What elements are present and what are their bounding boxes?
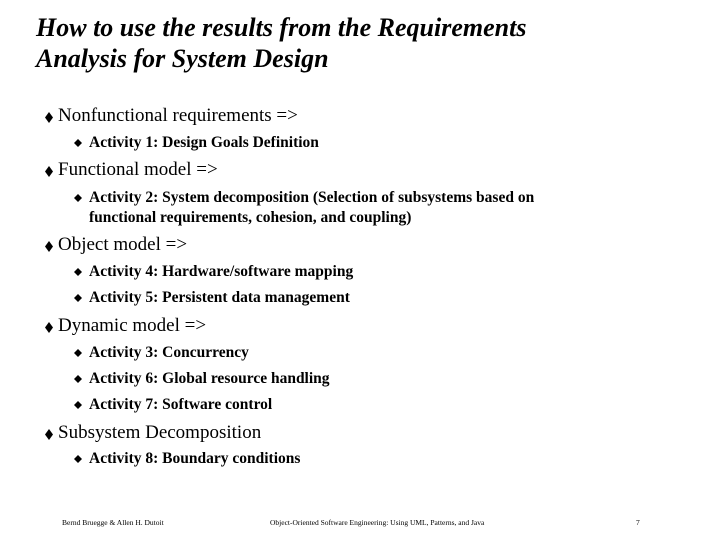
section-label: Nonfunctional requirements => <box>58 105 298 126</box>
small-diamond-icon <box>74 188 84 208</box>
diamond-icon <box>45 104 57 128</box>
activity-item <box>74 188 534 228</box>
small-diamond-icon <box>74 343 84 363</box>
section-label: Object model => <box>58 234 188 255</box>
activity-label-continuation: functional requirements, cohesion, and coupling) <box>89 209 412 226</box>
small-diamond-icon <box>74 369 84 389</box>
slide-title-line-2: Analysis for System Design <box>36 44 329 73</box>
small-diamond-icon <box>74 262 84 282</box>
activity-label: Activity 1: Design Goals Definition <box>89 134 319 151</box>
diamond-icon <box>45 233 57 257</box>
activity-item <box>74 343 249 363</box>
bullet-object-model <box>45 233 187 257</box>
activity-item <box>74 262 353 282</box>
activity-item <box>74 395 272 415</box>
footer-page-number: 7 <box>636 518 640 527</box>
activity-item <box>74 133 319 153</box>
section-label: Subsystem Decomposition <box>58 422 262 443</box>
bullet-subsystem-decomposition <box>45 421 261 445</box>
activity-label: Activity 7: Software control <box>89 396 273 413</box>
activity-item <box>74 449 300 469</box>
activity-label: Activity 6: Global resource handling <box>89 370 330 387</box>
bullet-dynamic-model <box>45 314 206 338</box>
bullet-functional-model <box>45 158 218 182</box>
diamond-icon <box>45 314 57 338</box>
footer-book-title: Object-Oriented Software Engineering: Using UML, Patterns, and Java <box>270 518 485 527</box>
section-label: Functional model => <box>58 159 218 180</box>
small-diamond-icon <box>74 449 84 469</box>
activity-item <box>74 288 350 308</box>
small-diamond-icon <box>74 288 84 308</box>
small-diamond-icon <box>74 133 84 153</box>
small-diamond-icon <box>74 395 84 415</box>
diamond-icon <box>45 158 57 182</box>
footer-authors: Bernd Bruegge & Allen H. Dutoit <box>62 518 164 527</box>
section-label: Dynamic model => <box>58 315 207 336</box>
activity-label: Activity 2: System decomposition (Selection of subsystems based on <box>89 189 535 206</box>
activity-label: Activity 4: Hardware/software mapping <box>89 263 354 280</box>
activity-label: Activity 8: Boundary conditions <box>89 450 301 467</box>
activity-item <box>74 369 330 389</box>
diamond-icon <box>45 421 57 445</box>
activity-label: Activity 5: Persistent data management <box>89 289 350 306</box>
slide-title <box>36 12 696 74</box>
slide-title-line-1: How to use the results from the Requirements <box>36 13 527 42</box>
bullet-nonfunctional-requirements <box>45 104 298 128</box>
activity-label: Activity 3: Concurrency <box>89 344 249 361</box>
